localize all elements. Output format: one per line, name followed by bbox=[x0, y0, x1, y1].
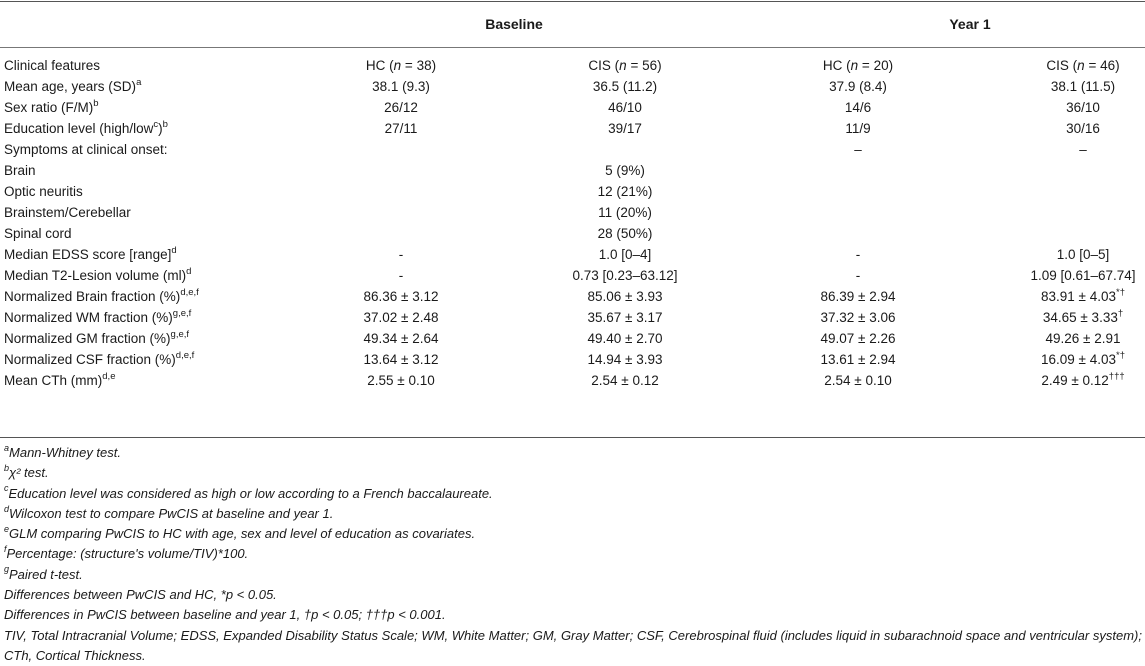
table-row bbox=[0, 265, 1145, 286]
table-row bbox=[0, 97, 1145, 118]
footnote: $^d$Wilcoxon test to compare PwCIS at baseline and year 1. bbox=[4, 503, 334, 521]
row-value: 28 (50%) bbox=[597, 226, 653, 241]
row-value: 11 (20%) bbox=[598, 205, 652, 220]
row-value: 12 (21%) bbox=[597, 184, 653, 199]
row-value: 1.09 [0.61–67.74] bbox=[1030, 268, 1136, 283]
table-top-rule bbox=[0, 1, 1145, 2]
table-row bbox=[0, 349, 1145, 370]
row-value: CIS (n = 56) bbox=[588, 58, 662, 73]
row-value: 2.49 ± 0.12††† bbox=[1041, 370, 1125, 388]
row-label: Spinal cord bbox=[4, 226, 72, 241]
footnote: $^a$Mann-Whitney test. bbox=[4, 442, 122, 460]
table-row bbox=[0, 139, 1145, 160]
row-label: Mean CTh (mm)$^{d,e}$ bbox=[4, 370, 116, 388]
row-label: Clinical features bbox=[4, 58, 101, 73]
row-value: HC (n = 38) bbox=[365, 58, 437, 73]
row-label: Normalized WM fraction (%)$^{g,e,f}$ bbox=[4, 307, 192, 325]
row-value: 83.91 ± 4.03*† bbox=[1041, 286, 1125, 304]
row-label: Median T2-Lesion volume (ml)$^d$ bbox=[4, 265, 192, 283]
row-value: 39/17 bbox=[608, 121, 642, 136]
row-label: Education level (high/low$^c$)$^b$ bbox=[4, 118, 168, 136]
table-footnotes bbox=[4, 443, 1142, 666]
row-value: 85.06 ± 3.93 bbox=[587, 289, 663, 304]
row-value: 36/10 bbox=[1066, 100, 1100, 115]
row-value: 13.61 ± 2.94 bbox=[820, 352, 896, 367]
row-value: 35.67 ± 3.17 bbox=[587, 310, 663, 325]
row-label: Sex ratio $(F/M)^b$ bbox=[4, 97, 99, 115]
row-label: Symptoms at clinical onset: bbox=[4, 142, 168, 157]
row-value: 86.39 ± 2.94 bbox=[820, 289, 896, 304]
row-value: - bbox=[398, 247, 404, 262]
footnote: Differences between PwCIS and HC, *p < 0.05. bbox=[4, 587, 277, 603]
row-label: Optic neuritis bbox=[4, 184, 83, 199]
footnote: TIV, Total Intracranial Volume; EDSS, Expanded Disability Status Scale; WM, White Matter; GM, Gray Matter; CSF, Cerebrospinal fluid (includes liquid in subarachnoid space and ventricular system); CTh, Cortical Thickness. bbox=[4, 627, 1142, 663]
row-value: 38.1 (9.3) bbox=[372, 79, 430, 94]
row-value: 46/10 bbox=[608, 100, 642, 115]
header-baseline: Baseline bbox=[485, 16, 543, 32]
footnote: $^c$Education level was considered as high or low according to a French baccalaureate. bbox=[4, 483, 493, 501]
row-value: CIS (n = 46) bbox=[1046, 58, 1120, 73]
row-value: 26/12 bbox=[384, 100, 418, 115]
footnote: $^g$Paired t-test. bbox=[4, 564, 83, 582]
table-row bbox=[0, 223, 1145, 244]
footnote: $^b$χ² test. bbox=[4, 462, 49, 481]
row-value: 38.1 (11.5) bbox=[1050, 79, 1116, 94]
row-value: 1.0 [0–4] bbox=[598, 247, 652, 262]
row-label: Normalized CSF fraction (%)$^{d,e,f}$ bbox=[4, 349, 195, 367]
row-value: 30/16 bbox=[1066, 121, 1100, 136]
row-value: 37.32 ± 3.06 bbox=[820, 310, 896, 325]
row-value: 1.0 [0–5] bbox=[1056, 247, 1110, 262]
row-value: 13.64 ± 3.12 bbox=[363, 352, 439, 367]
row-value: – bbox=[1079, 142, 1087, 157]
table-row bbox=[0, 160, 1145, 181]
row-value: 27/11 bbox=[384, 121, 418, 136]
row-value: – bbox=[854, 142, 862, 157]
row-value: - bbox=[855, 268, 861, 283]
table-row bbox=[0, 202, 1145, 223]
row-value: 49.40 ± 2.70 bbox=[587, 331, 663, 346]
row-value: HC (n = 20) bbox=[822, 58, 894, 73]
row-value: 34.65 ± 3.33† bbox=[1042, 307, 1124, 325]
row-label: Mean age, years (SD)$^a$ bbox=[4, 76, 142, 94]
row-value: 37.02 ± 2.48 bbox=[363, 310, 439, 325]
row-value: 14.94 ± 3.93 bbox=[587, 352, 663, 367]
row-value: 0.73 [0.23–63.12] bbox=[572, 268, 678, 283]
header-year-1: Year 1 bbox=[949, 16, 991, 32]
table-row bbox=[0, 370, 1145, 391]
row-value: 2.54 ± 0.12 bbox=[591, 373, 659, 388]
table-row bbox=[0, 55, 1145, 76]
footnote: Differences in PwCIS between baseline and year 1, †p < 0.05; †††p < 0.001. bbox=[4, 607, 446, 623]
row-value: - bbox=[398, 268, 404, 283]
table-bottom-rule bbox=[0, 437, 1145, 438]
table-row bbox=[0, 328, 1145, 349]
row-value: 2.55 ± 0.10 bbox=[367, 373, 435, 388]
footnote: $^e$GLM comparing PwCIS to HC with age, sex and level of education as covariates. bbox=[4, 523, 476, 542]
table-row bbox=[0, 244, 1145, 265]
row-value: 36.5 (11.2) bbox=[592, 79, 658, 94]
table-row bbox=[0, 286, 1145, 307]
row-label: Median EDSS score [range]$^d$ bbox=[4, 244, 177, 262]
footnote: $^f$Percentage: (structure's volume/TIV)*100. bbox=[4, 544, 249, 562]
table-row bbox=[0, 181, 1145, 202]
row-value: 49.34 ± 2.64 bbox=[363, 331, 439, 346]
table-header-rule bbox=[0, 47, 1145, 48]
row-label: Brain bbox=[4, 163, 36, 178]
table-row bbox=[0, 118, 1145, 139]
row-value: 11/9 bbox=[845, 121, 871, 136]
row-label: Brainstem/Cerebellar bbox=[4, 205, 131, 220]
row-value: 37.9 (8.4) bbox=[829, 79, 887, 94]
row-value: 2.54 ± 0.10 bbox=[824, 373, 892, 388]
row-label: Normalized Brain fraction (%)$^{d,e,f}$ bbox=[4, 286, 199, 304]
row-label: Normalized GM fraction (%)$^{g,e,f}$ bbox=[4, 328, 190, 346]
row-value: 14/6 bbox=[844, 100, 872, 115]
row-value: 49.26 ± 2.91 bbox=[1045, 331, 1121, 346]
row-value: 49.07 ± 2.26 bbox=[820, 331, 896, 346]
table-row bbox=[0, 76, 1145, 97]
row-value: 86.36 ± 3.12 bbox=[363, 289, 439, 304]
table-row bbox=[0, 307, 1145, 328]
row-value: 16.09 ± 4.03*† bbox=[1041, 349, 1125, 367]
row-value: 5 (9%) bbox=[605, 163, 645, 178]
row-value: - bbox=[855, 247, 861, 262]
